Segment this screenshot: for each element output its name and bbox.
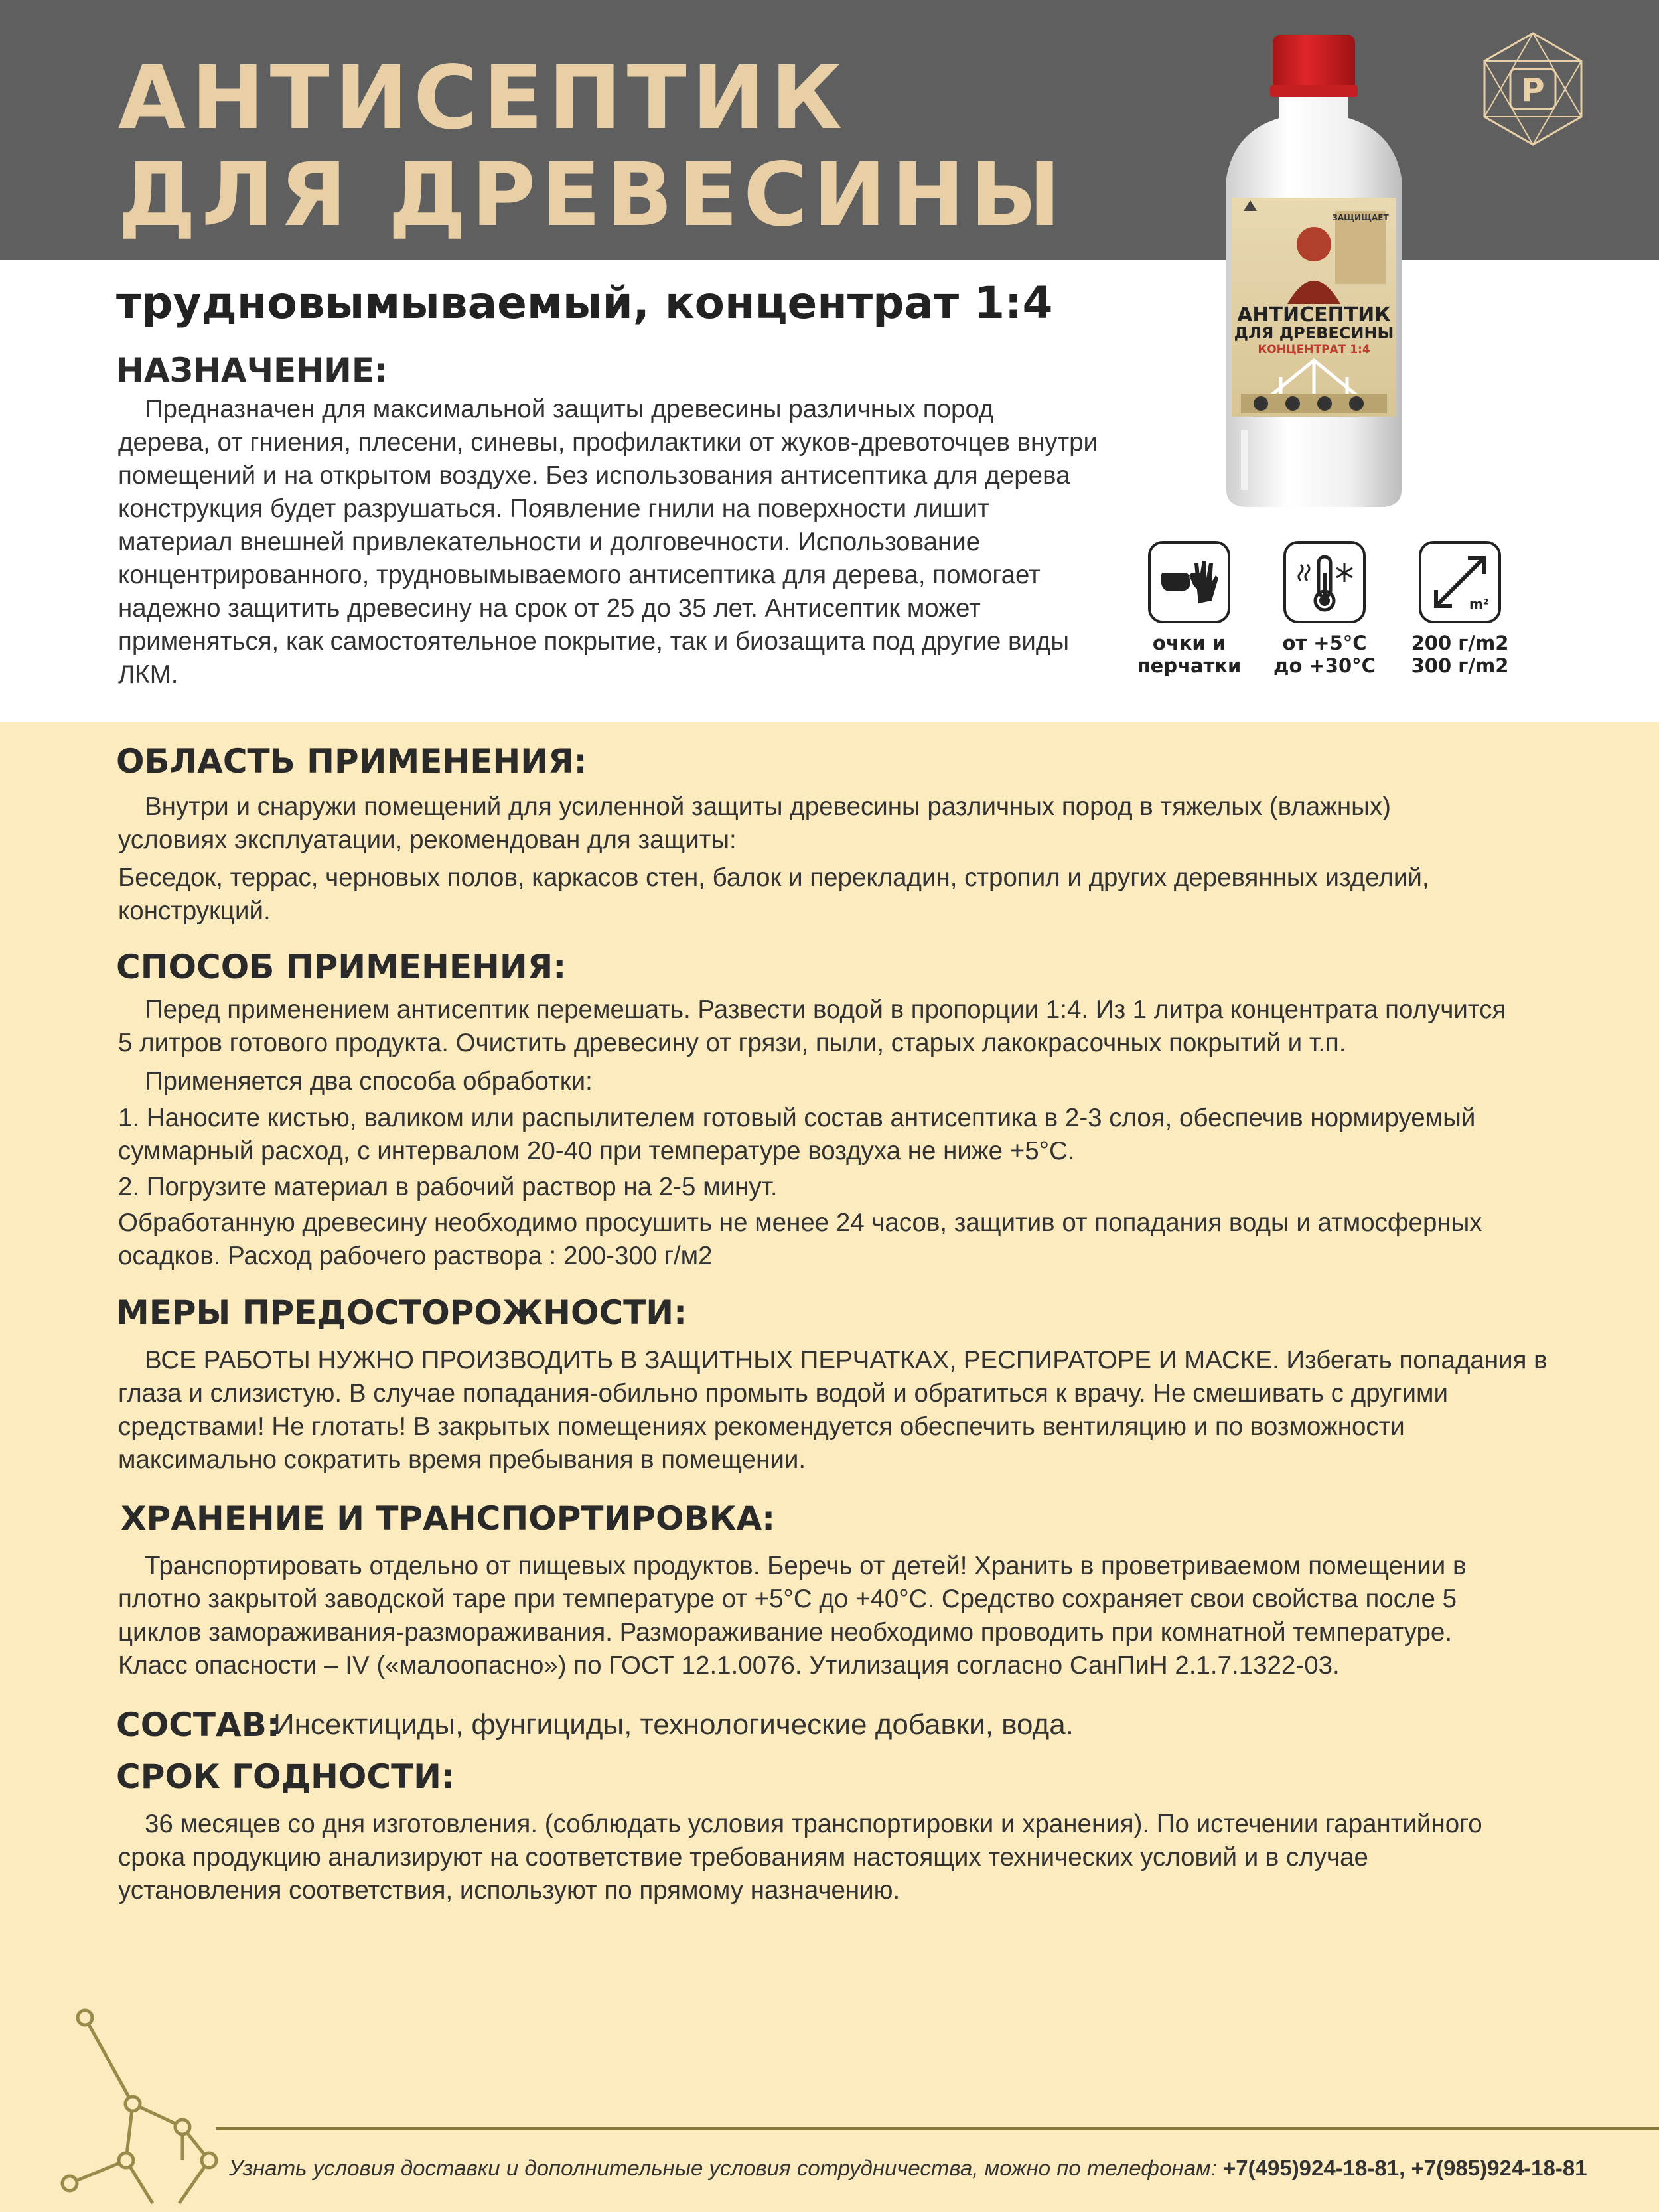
text-shelf-life: 36 месяцев со дня изготовления. (соблюдать условия транспортировки и хранения). По истечении гарантийного срока продукцию анализируют на соответствие требованиям настоящих технических условий и в случае установления соответствия, используют по прямому назначению.	[118, 1810, 1482, 1905]
text-storage: Транспортировать отдельно от пищевых продуктов. Беречь от детей! Хранить в проветриваемом помещении в плотно закрытой заводской таре при температуре от +5°С до +40°С. Средство сохраняет свои свойства после 5 циклов замораживания-размораживания. Размораживание необходимо проводить при комнатной температуре. Класс опасности – IV («малоопасно») по ГОСТ 12.1.0076. Утилизация согласно СанПиН 2.1.7.1322-03.	[118, 1552, 1467, 1680]
thermometer-icon	[1283, 541, 1366, 623]
footer-text	[229, 2156, 1587, 2181]
heading-precautions: МЕРЫ ПРЕДОСТОРОЖНОСТИ:	[116, 1293, 687, 1332]
heading-scope: ОБЛАСТЬ ПРИМЕНЕНИЯ:	[116, 742, 587, 780]
text-method-2: Применяется два способа обработки:	[145, 1067, 593, 1096]
heading-shelf-life: СРОК ГОДНОСТИ:	[116, 1757, 455, 1796]
text-method-3: 1. Наносите кистью, валиком или распылителем готовый состав антисептика в 2-3 слоя, обеспечив нормируемый суммарный расход, с интервалом 20-40 при температуре воздуха не ниже +5°С.	[118, 1104, 1476, 1165]
title-line-2: ДЛЯ ДРЕВЕСИНЫ	[118, 144, 1066, 246]
heading-purpose: НАЗНАЧЕНИЕ:	[116, 351, 388, 390]
text-method-4: 2. Погрузите материал в рабочий раствор на 2-5 минут.	[118, 1173, 778, 1201]
area-icon	[1419, 541, 1501, 623]
logo	[1473, 29, 1593, 149]
icon-label-glasses: очки и перчатки	[1137, 632, 1242, 677]
icon-label-consumption: 200 г/m2 300 г/m2	[1411, 632, 1509, 677]
label-name-3: КОНЦЕНТРАТ 1:4	[1258, 343, 1370, 356]
label-badge: ЗАЩИЩАЕТ	[1332, 213, 1389, 222]
text-scope-1: Внутри и снаружи помещений для усиленной защиты древесины различных пород в тяжелых (влажных) условиях эксплуатации, рекомендован для защиты:	[118, 792, 1391, 854]
text-method-5: Обработанную древесину необходимо просушить не менее 24 часов, защитив от попадания воды и атмосферных осадков. Расход рабочего раствора : 200-300 г/м2	[118, 1209, 1482, 1270]
glasses-gloves-icon	[1148, 541, 1230, 623]
heading-storage: ХРАНЕНИЕ И ТРАНСПОРТИРОВКА:	[121, 1499, 776, 1538]
label-name-2: ДЛЯ ДРЕВЕСИНЫ	[1234, 324, 1394, 342]
title-line-1: АНТИСЕПТИК	[118, 47, 848, 149]
footer-note: Узнать условия доставки и дополнительные условия сотрудничества, можно по телефонам:	[229, 2156, 1217, 2180]
text-scope-2: Беседок, террас, черновых полов, каркасов стен, балок и перекладин, стропил и других деревянных изделий, конструкций.	[118, 863, 1429, 925]
footer-divider	[216, 2127, 1659, 2130]
footer-phones: +7(495)924-18-81, +7(985)924-18-81	[1223, 2156, 1587, 2180]
icon-label-temperature: от +5°С до +30°С	[1273, 632, 1376, 677]
heading-composition: СОСТАВ:	[116, 1706, 280, 1744]
text-precautions: ВСЕ РАБОТЫ НУЖНО ПРОИЗВОДИТЬ В ЗАЩИТНЫХ ПЕРЧАТКАХ, РЕСПИРАТОРЕ И МАСКЕ. Избегать попадания в глаза и слизистую. В случае попадания-обильно промыть водой и обратиться к врачу. Не смешивать с другими средствами! Не глотать! В закрытых помещениях рекомендуется обеспечить вентиляцию и по возможности максимально сократить время пребывания в помещении.	[118, 1346, 1548, 1474]
text-composition: Инсектициды, фунгициды, технологические добавки, вода.	[273, 1708, 1074, 1741]
heading-method: СПОСОБ ПРИМЕНЕНИЯ:	[116, 948, 567, 986]
text-purpose: Предназначен для максимальной защиты древесины различных пород дерева, от гниения, плесени, синевы, профилактики от жуков-древоточцев внутри помещений и на открытом воздухе. Без использования антисептика для дерева конструкция будет разрушаться. Появление гнили на поверхности лишит материал внешней привлекательности и долговечности. Использование концентрированного, трудновымываемого антисептика для дерева, помогает надежно защитить древесину на срок от 25 до 35 лет. Антисептик может применяться, как самостоятельное покрытие, так и биозащита под другие виды ЛКМ.	[118, 395, 1098, 689]
text-method-1: Перед применением антисептик перемешать. Развести водой в пропорции 1:4. Из 1 литра концентрата получится 5 литров готового продукта. Очистить древесину от грязи, пыли, старых лакокрасочных покрытий и т.п.	[118, 995, 1506, 1057]
subtitle: трудновымываемый, концентрат 1:4	[116, 277, 1053, 329]
label-name-1: АНТИСЕПТИК	[1237, 303, 1391, 327]
area-unit: m²	[1469, 596, 1489, 612]
product-bottle-image	[1214, 32, 1413, 510]
logo-letter: P	[1521, 72, 1545, 109]
